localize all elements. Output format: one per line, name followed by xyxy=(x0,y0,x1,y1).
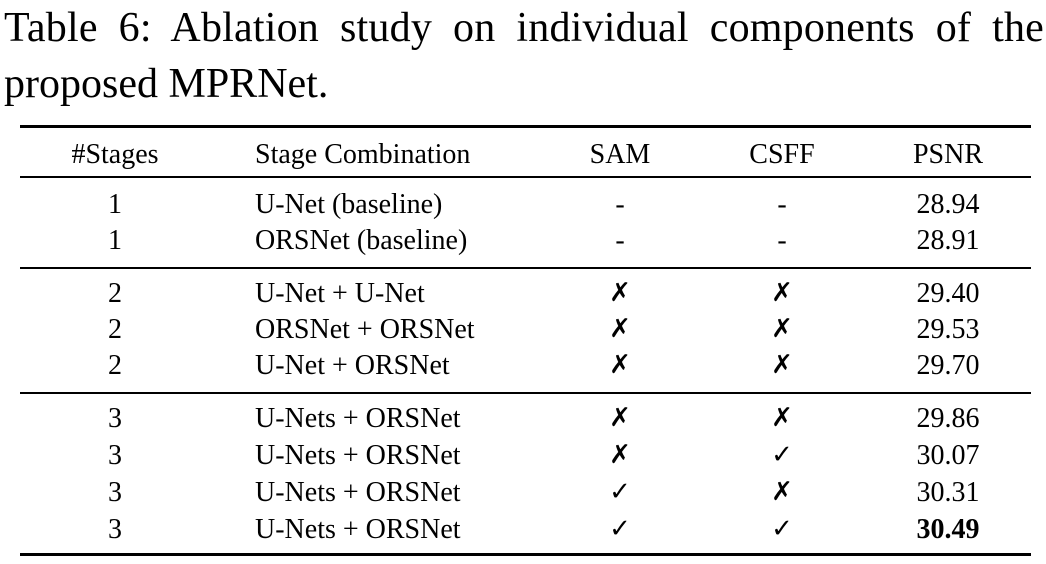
header-rule xyxy=(20,176,1031,178)
cell-combination: U-Net + U-Net xyxy=(255,278,425,309)
check-mark-icon: ✓ xyxy=(771,440,793,470)
table-row xyxy=(20,400,1031,437)
cross-mark-icon: ✗ xyxy=(609,278,631,308)
cell-csff: - xyxy=(777,189,787,220)
table-row xyxy=(20,222,1031,259)
cell-combination: U-Nets + ORSNet xyxy=(255,514,461,545)
table-row xyxy=(20,311,1031,348)
header-csff: CSFF xyxy=(749,139,815,170)
cell-psnr: 29.70 xyxy=(916,350,980,381)
cross-mark-icon: ✗ xyxy=(771,477,793,507)
cell-sam: - xyxy=(615,189,625,220)
table-top-rule xyxy=(20,125,1031,128)
cross-mark-icon: ✗ xyxy=(609,403,631,433)
header-sam: SAM xyxy=(589,139,651,170)
cross-mark-icon: ✗ xyxy=(609,440,631,470)
cell-csff: - xyxy=(777,225,787,256)
header-stages: #Stages xyxy=(71,139,159,170)
cross-mark-icon: ✗ xyxy=(771,278,793,308)
caption-line-1: Table 6: Ablation study on individual components of the xyxy=(4,5,1044,51)
table-row xyxy=(20,186,1031,223)
group-rule-1 xyxy=(20,267,1031,269)
check-mark-icon: ✓ xyxy=(609,514,631,544)
header-stage-combination: Stage Combination xyxy=(255,139,471,170)
cell-combination: U-Nets + ORSNet xyxy=(255,403,461,434)
cell-psnr: 30.31 xyxy=(916,477,980,508)
header-psnr: PSNR xyxy=(912,139,984,170)
caption-line-2: proposed MPRNet. xyxy=(4,61,329,107)
table-header-row xyxy=(20,136,1031,173)
cell-combination: ORSNet + ORSNet xyxy=(255,314,475,345)
cell-psnr: 28.94 xyxy=(916,189,980,220)
cell-stages: 3 xyxy=(108,403,122,434)
check-mark-icon: ✓ xyxy=(609,477,631,507)
cell-stages: 2 xyxy=(108,278,122,309)
cell-psnr: 29.40 xyxy=(916,278,980,309)
cross-mark-icon: ✗ xyxy=(771,350,793,380)
cell-psnr: 30.07 xyxy=(916,440,980,471)
cell-combination: U-Net (baseline) xyxy=(255,189,443,220)
check-mark-icon: ✓ xyxy=(771,514,793,544)
cell-psnr: 29.86 xyxy=(916,403,980,434)
table-row xyxy=(20,511,1031,548)
cross-mark-icon: ✗ xyxy=(771,403,793,433)
table-bottom-rule xyxy=(20,553,1031,556)
table-row xyxy=(20,275,1031,312)
cell-stages: 2 xyxy=(108,314,122,345)
cross-mark-icon: ✗ xyxy=(609,314,631,344)
cell-sam: - xyxy=(615,225,625,256)
cell-psnr-best: 30.49 xyxy=(916,514,980,545)
cell-stages: 3 xyxy=(108,514,122,545)
cell-psnr: 28.91 xyxy=(916,225,980,256)
table-caption xyxy=(4,0,1044,112)
cell-combination: U-Net + ORSNet xyxy=(255,350,450,381)
table-row xyxy=(20,437,1031,474)
cell-stages: 3 xyxy=(108,477,122,508)
group-rule-2 xyxy=(20,392,1031,394)
cell-combination: U-Nets + ORSNet xyxy=(255,477,461,508)
cell-stages: 2 xyxy=(108,350,122,381)
table-row xyxy=(20,474,1031,511)
cell-combination: ORSNet (baseline) xyxy=(255,225,468,256)
cell-combination: U-Nets + ORSNet xyxy=(255,440,461,471)
cross-mark-icon: ✗ xyxy=(609,350,631,380)
cell-stages: 1 xyxy=(108,189,122,220)
cell-psnr: 29.53 xyxy=(916,314,980,345)
cell-stages: 3 xyxy=(108,440,122,471)
table-row xyxy=(20,347,1031,384)
cross-mark-icon: ✗ xyxy=(771,314,793,344)
cell-stages: 1 xyxy=(108,225,122,256)
